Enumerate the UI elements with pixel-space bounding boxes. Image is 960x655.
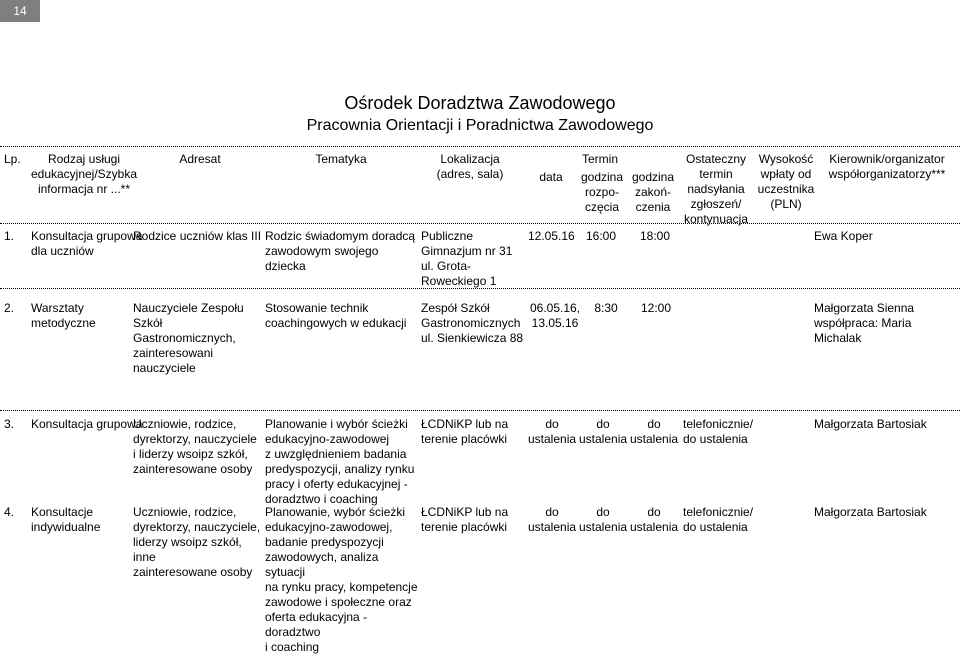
row-lp [4, 505, 26, 520]
row-kierownik-line: Małgorzata Bartosiak [814, 417, 927, 431]
row-kierownik [814, 229, 960, 244]
row-zak [630, 505, 678, 535]
header-wysokosc-line: uczestnika [757, 182, 815, 196]
row-lokalizacja [421, 417, 525, 447]
row-rozp-line: 16:00 [586, 229, 617, 243]
header-tematyka [266, 152, 416, 167]
row-kierownik [814, 505, 960, 520]
row-tematyka [265, 229, 419, 274]
row-lokalizacja-line: ŁCDNiKP lub na [421, 417, 509, 431]
row-lokalizacja-line: Publiczne [421, 229, 474, 243]
row-zak-line: do [647, 417, 661, 431]
row-lp [4, 229, 26, 244]
row-rodzaj-line: Konsultacje [31, 505, 94, 519]
row-zak-line: 12:00 [640, 301, 672, 315]
row-rozp [579, 505, 627, 535]
row-tematyka-line: coachingowych w edukacji [265, 316, 407, 330]
row-ostateczny [683, 417, 763, 447]
row-kierownik-line: Ewa Koper [814, 229, 873, 243]
row-rodzaj-line: Warsztaty [31, 301, 84, 315]
row-data-line: ustalenia [528, 432, 577, 446]
row-rozp-line: 8:30 [594, 301, 618, 315]
row-rozp [579, 417, 627, 447]
header-ostateczny-line: termin [699, 167, 733, 181]
row-lokalizacja-line: Gastronomicznych [421, 316, 521, 330]
row-adresat-line: zainteresowane osoby [133, 565, 253, 579]
row-tematyka [265, 417, 419, 507]
header-bottom-rule [0, 223, 960, 224]
row-lp-line: 2. [4, 301, 15, 315]
header-kierownik [814, 152, 960, 182]
row-data [528, 229, 578, 244]
row-rozp-line: ustalenia [579, 520, 628, 534]
row-adresat-line: zainteresowane osoby [133, 462, 253, 476]
row-lp [4, 417, 26, 432]
row-data [528, 417, 576, 447]
row-data-line: do [545, 417, 559, 431]
header-ostateczny-line: zgłoszeń/ [690, 197, 742, 211]
row-adresat [133, 505, 263, 580]
row-lokalizacja-line: Roweckiego 1 [421, 274, 497, 288]
row-data-line: 12.05.16 [528, 229, 575, 243]
header-godz-zak-line: zakoń- [634, 185, 672, 199]
header-ostateczny-line: Ostateczny [685, 152, 747, 166]
row-data [526, 301, 584, 331]
row-tematyka-line: i coaching [265, 640, 320, 654]
row-adresat-line: nauczyciele [133, 361, 196, 375]
header-wysokosc-line: wpłaty od [760, 167, 812, 181]
row-lokalizacja-line: Zespół Szkół [421, 301, 490, 315]
page-subtitle: Pracownia Orientacji i Poradnictwa Zawodowego [306, 117, 654, 134]
header-lp-line: Lp. [4, 152, 21, 166]
row-data-line: do [545, 505, 559, 519]
row-tematyka-line: edukacyjno-zawodowej, [265, 520, 393, 534]
row-lokalizacja-line: terenie placówki [421, 520, 508, 534]
row-rozp [586, 229, 630, 244]
row-adresat-line: Szkół Gastronomicznych, [133, 316, 236, 345]
row-zak [640, 229, 684, 244]
row-lp-line: 1. [4, 229, 15, 243]
row-rozp-line: ustalenia [579, 432, 628, 446]
row-kierownik-line: współpraca: Maria Michalak [814, 316, 912, 345]
row-rodzaj-line: Konsultacja grupowa [31, 417, 143, 431]
row-tematyka-line: oferta edukacyjna - doradztwo [265, 610, 368, 639]
row-adresat-line: Uczniowie, rodzice, [133, 417, 237, 431]
row-ostateczny-line: do ustalenia [683, 432, 748, 446]
row-data-line: ustalenia [528, 520, 577, 534]
row-data-line: 06.05.16, [529, 301, 581, 315]
row-adresat-line: Uczniowie, rodzice, [133, 505, 237, 519]
row-ostateczny-line: telefonicznie/ [683, 417, 754, 431]
header-rodzaj-line: edukacyjnej/Szybka [30, 167, 138, 181]
row-adresat [133, 229, 263, 244]
row-tematyka [265, 505, 419, 655]
row-adresat [133, 301, 263, 376]
row-tematyka-line: doradztwo i coaching [265, 492, 378, 506]
row-tematyka-line: pracy i oferty edukacyjnej - [265, 477, 408, 491]
row-lokalizacja-line: terenie placówki [421, 432, 508, 446]
header-rodzaj-line: Rodzaj usługi [47, 152, 121, 166]
header-rodzaj [28, 152, 140, 197]
row-kierownik [814, 301, 960, 346]
row-tematyka-line: zawodowe i społeczne oraz [265, 595, 412, 609]
row-lokalizacja [421, 229, 525, 289]
header-wysokosc [752, 152, 820, 212]
header-wysokosc-line: (PLN) [770, 197, 802, 211]
row-ostateczny [683, 505, 763, 535]
header-kierownik-line: współorganizatorzy*** [828, 167, 946, 181]
row-lp-line: 3. [4, 417, 15, 431]
row-tematyka-line: predyspozycji, analizy rynku [265, 462, 415, 476]
header-wysokosc-line: Wysokość [758, 152, 814, 166]
row-adresat-line: zainteresowani [133, 346, 214, 360]
header-godz-zak [629, 170, 677, 215]
row-kierownik [814, 417, 960, 432]
header-adresat [140, 152, 260, 167]
row-tematyka-line: edukacyjno-zawodowej [265, 432, 390, 446]
header-godz-rozp-line: rozpo- [584, 185, 619, 199]
row-tematyka-line: na rynku pracy, kompetencje [265, 580, 418, 594]
header-termin [525, 152, 675, 167]
row-rodzaj-line: dla uczniów [31, 244, 94, 258]
row-adresat-line: dyrektorzy, nauczyciele, [133, 520, 261, 534]
row-lp [4, 301, 26, 316]
row-separator [0, 410, 960, 411]
header-godz-rozp-line: częcia [584, 200, 619, 214]
row-rozp [584, 301, 628, 316]
header-lokalizacja [418, 152, 522, 182]
row-adresat-line: dyrektorzy, nauczyciele [133, 432, 257, 446]
row-kierownik-line: Małgorzata Sienna [814, 301, 915, 315]
row-tematyka-line: Planowanie i wybór ścieżki [265, 417, 408, 431]
row-adresat-line: i liderzy wsoipz szkół, [133, 447, 248, 461]
row-rodzaj-line: Konsultacja grupowa [31, 229, 143, 243]
header-godz-zak-line: godzina [631, 170, 675, 184]
row-lokalizacja-line: ul. Grota- [421, 259, 472, 273]
row-adresat-line: Rodzice uczniów klas III [133, 229, 262, 243]
row-zak-line: do [647, 505, 661, 519]
row-lokalizacja [421, 301, 525, 346]
row-tematyka-line: zawodowym swojego dziecka [265, 244, 379, 273]
row-tematyka-line: Rodzic świadomym doradcą [265, 229, 416, 243]
page-title: Ośrodek Doradztwa Zawodowego [344, 93, 616, 113]
header-ostateczny-line: nadsyłania [687, 182, 745, 196]
header-godz-zak-line: czenia [635, 200, 671, 214]
header-kierownik-line: Kierownik/organizator [829, 152, 945, 166]
header-ostateczny-line: kontynuacja [683, 212, 749, 226]
row-tematyka-line: z uwzględnieniem badania [265, 447, 407, 461]
page-number: 14 [0, 0, 40, 22]
row-rodzaj-line: metodyczne [31, 316, 96, 330]
row-tematyka-line: Stosowanie technik [265, 301, 369, 315]
header-godz-rozp-line: godzina [580, 170, 624, 184]
row-zak-line: ustalenia [630, 520, 679, 534]
header-tematyka-line: Tematyka [315, 152, 367, 166]
row-data [528, 505, 576, 535]
header-data [527, 170, 575, 185]
header-lokalizacja-line: (adres, sala) [436, 167, 504, 181]
row-zak-line: ustalenia [630, 432, 679, 446]
row-data-line: 13.05.16 [531, 316, 579, 330]
header-rodzaj-line: informacja nr ...** [37, 182, 131, 196]
row-lokalizacja [421, 505, 525, 535]
row-lokalizacja-line: ŁCDNiKP lub na [421, 505, 509, 519]
row-adresat [133, 417, 263, 477]
row-lp-line: 4. [4, 505, 15, 519]
row-adresat-line: Nauczyciele Zespołu [133, 301, 244, 315]
row-zak [634, 301, 678, 316]
row-tematyka-line: badanie predyspozycji [265, 535, 384, 549]
header-termin-line: Termin [581, 152, 618, 166]
row-zak [630, 417, 678, 447]
header-data-line: data [539, 170, 563, 184]
row-rodzaj-line: indywidualne [31, 520, 101, 534]
header-godz-rozp [578, 170, 626, 215]
row-kierownik-line: Małgorzata Bartosiak [814, 505, 927, 519]
row-rozp-line: do [596, 505, 610, 519]
header-lokalizacja-line: Lokalizacja [440, 152, 500, 166]
header-adresat-line: Adresat [179, 152, 221, 166]
row-ostateczny-line: telefonicznie/ [683, 505, 754, 519]
row-lokalizacja-line: ul. Sienkiewicza 88 [421, 331, 524, 345]
row-tematyka-line: Planowanie, wybór ścieżki [265, 505, 406, 519]
header-top-rule [0, 146, 960, 147]
row-ostateczny-line: do ustalenia [683, 520, 748, 534]
row-adresat-line: liderzy wsoipz szkół, inne [133, 535, 242, 564]
row-rozp-line: do [596, 417, 610, 431]
row-tematyka [265, 301, 419, 331]
row-tematyka-line: zawodowych, analiza sytuacji [265, 550, 379, 579]
row-lokalizacja-line: Gimnazjum nr 31 [421, 244, 513, 258]
row-zak-line: 18:00 [640, 229, 671, 243]
header-ostateczny [679, 152, 753, 227]
header-lp [4, 152, 26, 167]
